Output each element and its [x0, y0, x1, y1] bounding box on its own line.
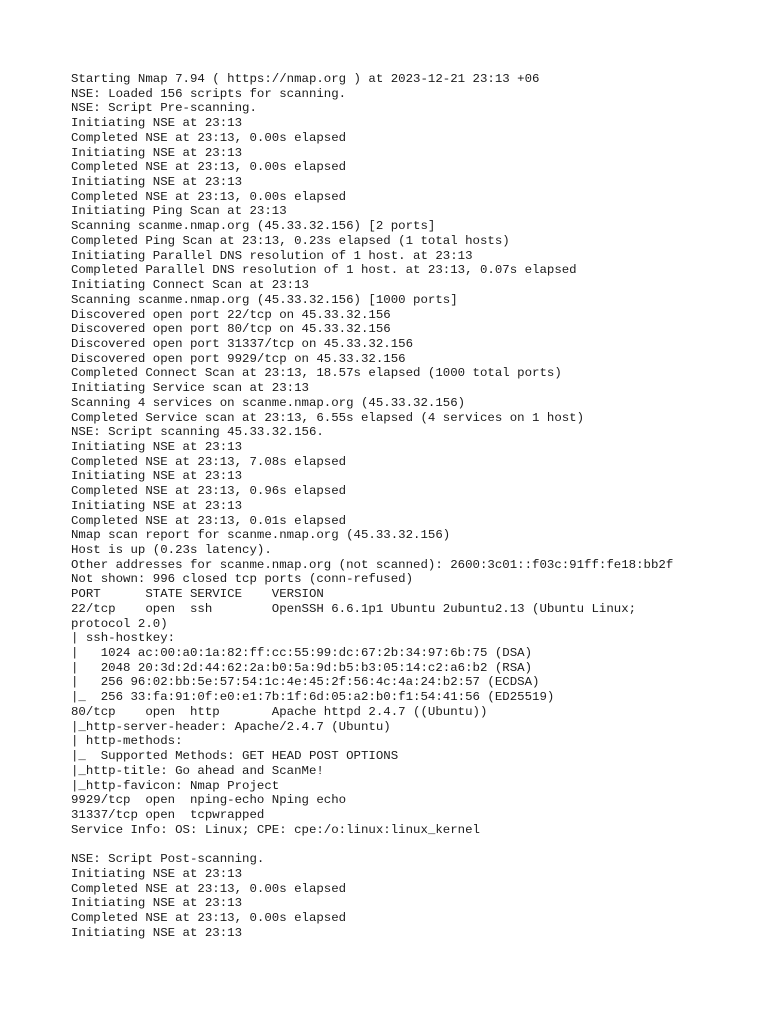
output-line: Initiating NSE at 23:13	[71, 866, 243, 881]
output-line: Completed NSE at 23:13, 0.00s elapsed	[71, 910, 347, 925]
output-line: Initiating Service scan at 23:13	[71, 381, 309, 396]
output-line: |_http-title: Go ahead and ScanMe!	[71, 763, 324, 778]
output-line: | http-methods:	[71, 734, 183, 749]
output-line: Other addresses for scanme.nmap.org (not scanned): 2600:3c01::f03c:91ff:fe18:bb2f	[71, 557, 674, 572]
output-line: Scanning scanme.nmap.org (45.33.32.156) [2 ports]	[71, 219, 436, 234]
output-line: Initiating NSE at 23:13	[71, 469, 243, 484]
output-line: Starting Nmap 7.94 ( https://nmap.org ) at 2023-12-21 23:13 +06	[71, 72, 540, 86]
output-line: |_http-favicon: Nmap Project	[71, 778, 280, 793]
output-line: | ssh-hostkey:	[71, 631, 176, 646]
output-line: Completed NSE at 23:13, 0.96s elapsed	[71, 484, 347, 499]
output-line	[71, 837, 751, 852]
output-line: 9929/tcp open nping-echo Nping echo	[71, 793, 347, 808]
output-line: Discovered open port 9929/tcp on 45.33.32.156	[71, 351, 406, 366]
output-line: |_ 256 33:fa:91:0f:e0:e1:7b:1f:6d:05:a2:b0:f1:54:41:56 (ED25519)	[71, 690, 555, 705]
output-line: Initiating Connect Scan at 23:13	[71, 278, 309, 293]
output-line: Scanning 4 services on scanme.nmap.org (45.33.32.156)	[71, 395, 466, 410]
output-line: Completed Connect Scan at 23:13, 18.57s elapsed (1000 total ports)	[71, 366, 562, 381]
output-line: Completed NSE at 23:13, 0.00s elapsed	[71, 881, 347, 896]
output-line: Not shown: 996 closed tcp ports (conn-refused)	[71, 572, 414, 587]
output-line: Completed Ping Scan at 23:13, 0.23s elapsed (1 total hosts)	[71, 233, 510, 248]
output-line: Initiating NSE at 23:13	[71, 175, 243, 190]
output-line: Completed NSE at 23:13, 7.08s elapsed	[71, 454, 347, 469]
output-line: Completed Service scan at 23:13, 6.55s elapsed (4 services on 1 host)	[71, 410, 585, 425]
output-line: Scanning scanme.nmap.org (45.33.32.156) [1000 ports]	[71, 292, 458, 307]
output-line: Service Info: OS: Linux; CPE: cpe:/o:linux:linux_kernel	[71, 822, 480, 837]
output-line: NSE: Script Pre-scanning.	[71, 101, 257, 116]
output-line: 80/tcp open http Apache httpd 2.4.7 ((Ubuntu))	[71, 704, 488, 719]
output-line: NSE: Script scanning 45.33.32.156.	[71, 425, 324, 440]
output-line: Completed NSE at 23:13, 0.00s elapsed	[71, 160, 347, 175]
output-line: Initiating NSE at 23:13	[71, 498, 243, 513]
output-line: NSE: Loaded 156 scripts for scanning.	[71, 86, 347, 101]
output-line: | 2048 20:3d:2d:44:62:2a:b0:5a:9d:b5:b3:05:14:c2:a6:b2 (RSA)	[71, 660, 533, 675]
output-line: Initiating Ping Scan at 23:13	[71, 204, 287, 219]
output-line: | 256 96:02:bb:5e:57:54:1c:4e:45:2f:56:4c:4a:24:b2:57 (ECDSA)	[71, 675, 540, 690]
output-line: Initiating NSE at 23:13	[71, 439, 243, 454]
output-line: PORT STATE SERVICE VERSION	[71, 587, 324, 602]
output-line: Completed NSE at 23:13, 0.00s elapsed	[71, 130, 347, 145]
output-line: protocol 2.0)	[71, 616, 168, 631]
output-line: Initiating NSE at 23:13	[71, 145, 243, 160]
output-line: | 1024 ac:00:a0:1a:82:ff:cc:55:99:dc:67:2b:34:97:6b:75 (DSA)	[71, 646, 533, 661]
output-line: Completed Parallel DNS resolution of 1 host. at 23:13, 0.07s elapsed	[71, 263, 577, 278]
output-line: Completed NSE at 23:13, 0.01s elapsed	[71, 513, 347, 528]
nmap-output-text	[71, 72, 751, 940]
output-line: Discovered open port 80/tcp on 45.33.32.156	[71, 322, 391, 337]
output-line: |_http-server-header: Apache/2.4.7 (Ubuntu)	[71, 719, 391, 734]
output-line: Initiating NSE at 23:13	[71, 116, 243, 131]
output-line: Initiating NSE at 23:13	[71, 925, 243, 940]
output-line: Initiating NSE at 23:13	[71, 896, 243, 911]
output-line: Initiating Parallel DNS resolution of 1 host. at 23:13	[71, 248, 473, 263]
output-line: Host is up (0.23s latency).	[71, 543, 272, 557]
output-line: Completed NSE at 23:13, 0.00s elapsed	[71, 189, 347, 204]
output-line: Discovered open port 22/tcp on 45.33.32.156	[71, 307, 391, 322]
output-line: Nmap scan report for scanme.nmap.org (45.33.32.156)	[71, 528, 451, 543]
output-line: Discovered open port 31337/tcp on 45.33.32.156	[71, 336, 414, 351]
output-line: NSE: Script Post-scanning.	[71, 852, 265, 867]
output-line: 22/tcp open ssh OpenSSH 6.6.1p1 Ubuntu 2ubuntu2.13 (Ubuntu Linux;	[71, 601, 637, 616]
output-line: |_ Supported Methods: GET HEAD POST OPTIONS	[71, 749, 399, 764]
output-line: 31337/tcp open tcpwrapped	[71, 807, 265, 822]
